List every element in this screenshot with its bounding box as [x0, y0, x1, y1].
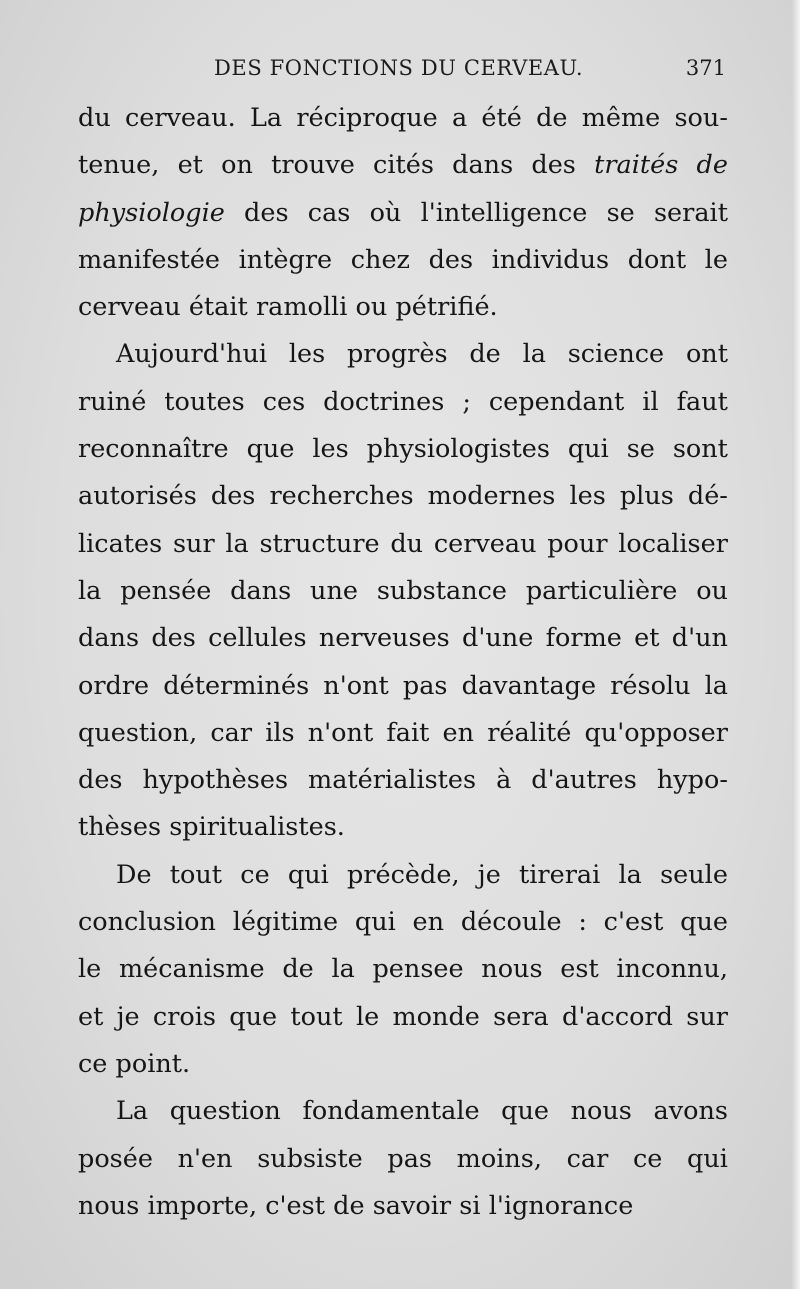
text-line: autorisés des recherches modernes les plus dé-: [78, 481, 728, 512]
text-line: et je crois que tout le monde sera d'accord sur: [78, 1001, 728, 1032]
text-line: des hypothèses matérialistes à d'autres hypo-: [78, 765, 728, 796]
text-line: thèses spiritualistes.: [78, 812, 345, 843]
text-line: cerveau était ramolli ou pétrifié.: [78, 292, 498, 323]
text-line: conclusion légitime qui en découle : c'est que: [78, 907, 728, 938]
text-line: La question fondamentale que nous avons: [116, 1096, 728, 1127]
text-line: ce point.: [78, 1048, 191, 1079]
body-text: [78, 95, 728, 1230]
text-line: licates sur la structure du cerveau pour localiser: [78, 528, 728, 559]
text-line: Aujourd'hui les progrès de la science ont: [116, 339, 728, 370]
text-line: le mécanisme de la pensee nous est inconnu,: [78, 954, 728, 985]
paragraph: [78, 852, 728, 1088]
page-number: 371: [685, 56, 726, 80]
text-line: tenue, et on trouve cités dans des traités de: [78, 150, 728, 181]
text-line: manifestée intègre chez des individus dont le: [78, 244, 728, 275]
text-line: la pensée dans une substance particulière ou: [78, 575, 728, 606]
running-head: [78, 52, 728, 84]
paragraph: [78, 331, 728, 851]
text-line: du cerveau. La réciproque a été de même sou-: [78, 103, 728, 133]
text-line: question, car ils n'ont fait en réalité qu'opposer: [78, 717, 728, 748]
text-line: ruiné toutes ces doctrines ; cependant il faut: [78, 386, 728, 417]
text-line: dans des cellules nerveuses d'une forme et d'un: [78, 623, 728, 654]
text-line: physiologie des cas où l'intelligence se serait: [78, 197, 728, 228]
text-line: De tout ce qui précède, je tirerai la seule: [116, 859, 728, 890]
paragraph: [78, 1088, 728, 1230]
paragraph: [78, 95, 728, 331]
text-line: nous importe, c'est de savoir si l'ignorance: [78, 1190, 634, 1221]
running-title: DES FONCTIONS DU CERVEAU.: [214, 56, 584, 80]
text-line: posée n'en subsiste pas moins, car ce qui: [78, 1143, 728, 1174]
text-line: reconnaître que les physiologistes qui se sont: [78, 434, 728, 465]
text-line: ordre déterminés n'ont pas davantage résolu la: [78, 670, 728, 701]
page-edge: [792, 0, 800, 1289]
